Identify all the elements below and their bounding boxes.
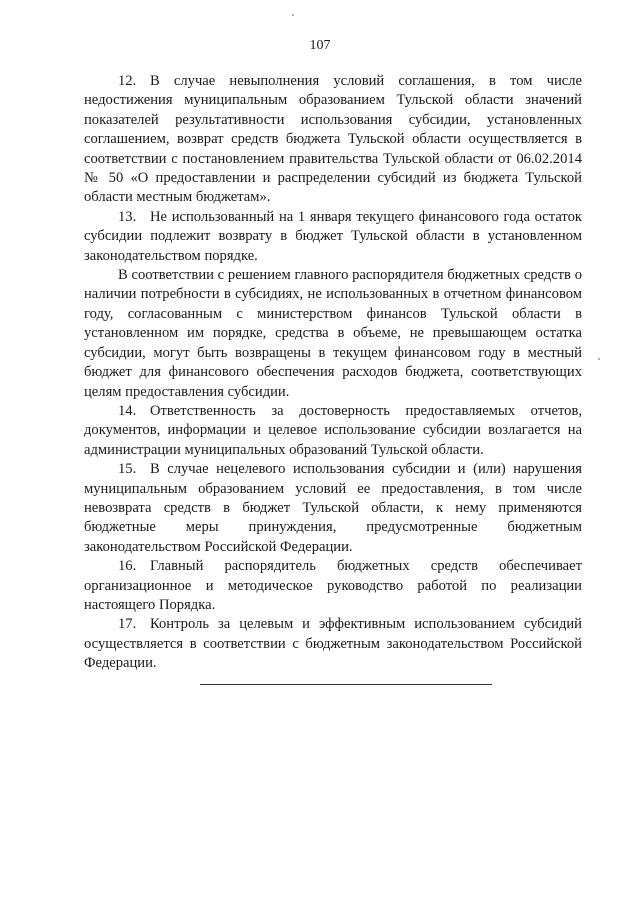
- paragraph-text: В соответствии с решением главного распорядителя бюджетных средств о наличии потребности в субсидиях, не использованных в отчетном финансовом году, согласованным с министерством финансов Тульской области в установленном им порядке, средства в объеме, не превышающем остатка субсидии, могут быть возвращены в текущем финансовом году в местный бюджет для финансового обеспечения расходов бюджета, соответствующих целям предоставления субсидии.: [84, 267, 582, 400]
- page-number: 107: [309, 38, 331, 53]
- paragraph-text: Главный распорядитель бюджетных средств обеспечивает организационное и методическое руководство работой по реализации настоящего Порядка.: [84, 558, 582, 613]
- paragraph-12: [84, 72, 582, 208]
- paragraph-text: Контроль за целевым и эффективным использованием субсидий осуществляется в соответствии с бюджетным законодательством Российской Федерации.: [84, 616, 582, 672]
- document-body: [84, 72, 582, 674]
- paragraph-number: 17.: [118, 616, 137, 633]
- paragraph-13-continuation: [84, 266, 582, 402]
- paragraph-number: 15.: [118, 461, 137, 478]
- paragraph-number: 16.: [118, 558, 137, 575]
- paragraph-text: Не использованный на 1 января текущего финансового года остаток субсидии подлежит возврату в бюджет Тульской области в установленном законодательством порядке.: [84, 208, 582, 264]
- paragraph-16: [84, 557, 582, 615]
- scan-speck: [292, 14, 294, 16]
- paragraph-13: [84, 208, 582, 266]
- paragraph-number: 13.: [118, 208, 137, 225]
- scan-speck: [598, 358, 600, 360]
- paragraph-15: [84, 460, 582, 557]
- paragraph-number: 14.: [118, 402, 137, 419]
- end-of-text-rule: [200, 684, 492, 685]
- paragraph-text: В случае невыполнения условий соглашения, в том числе недостижения муниципальным образованием Тульской области значений показателей результативности использования субсидии, установленных соглашением, возврат средств бюджета Тульской области осуществляется в соответствии с постановлением правительства Тульской области от 06.02.2014 № 50 «О предоставлении и распределении субсидий из бюджета Тульской области местным бюджетам».: [84, 73, 582, 206]
- paragraph-17: [84, 615, 582, 673]
- paragraph-14: [84, 402, 582, 460]
- paragraph-text: Ответственность за достоверность предоставляемых отчетов, документов, информации и целевое использование субсидии возлагается на администрации муниципальных образований Тульской области.: [84, 402, 582, 458]
- paragraph-text: В случае нецелевого использования субсидии и (или) нарушения муниципальным образованием условий ее предоставления, в том числе невозврата средств в бюджет Тульской области, к нему применяются бюджетные меры принуждения, предусмотренные бюджетным законодательством Российской Федерации.: [84, 461, 582, 555]
- paragraph-number: 12.: [118, 73, 137, 89]
